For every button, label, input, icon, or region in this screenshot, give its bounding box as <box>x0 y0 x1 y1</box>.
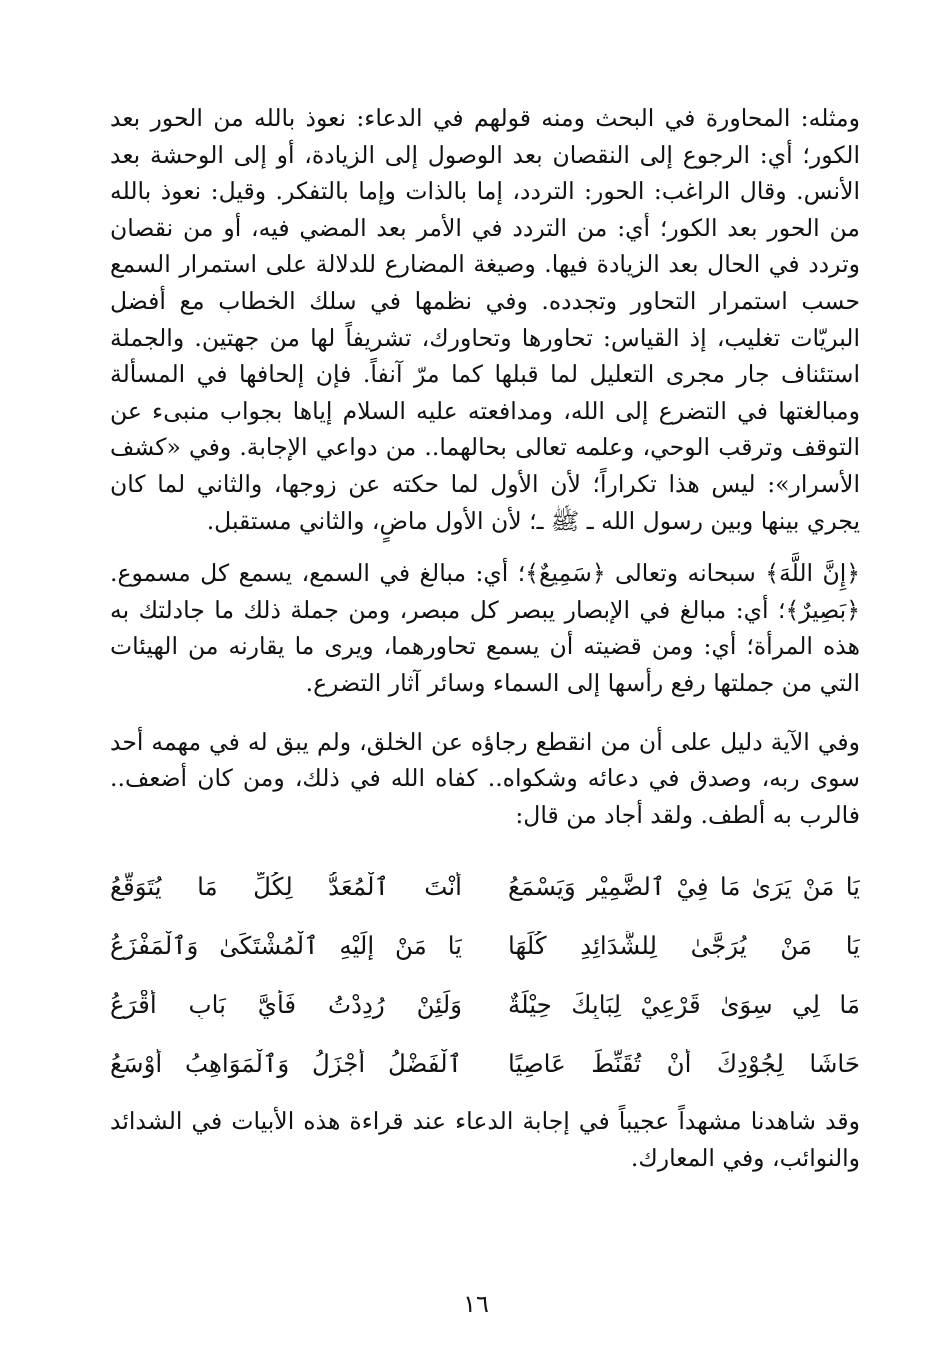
page-body <box>110 100 860 1176</box>
poem-verse <box>110 975 860 1034</box>
poem-verse <box>110 916 860 975</box>
poem-hemistich-second: ٱلْفَضْلُ أَجْزَلُ وَٱلْمَوَاهِبُ أَوْسَعُ <box>110 1049 462 1079</box>
poem-hemistich-first: يَا مَنْ يُرَجَّىٰ لِلشَّدَائِدِ كُلِّهَا <box>508 931 860 961</box>
poem <box>110 857 860 1093</box>
poem-hemistich-first: مَا لِي سِوَىٰ قَرْعِيْ لِبَابِكَ حِيْلَةٌ <box>508 990 860 1020</box>
paragraph-commentary: ومثله: المحاورة في البحث ومنه قولهم في الدعاء: نعوذ بالله من الحور بعد الكور؛ أي: الرجوع إلى النقصان بعد الوصول إلى الزيادة، أو إلى الوحشة بعد الأنس. وقال الراغب: الحور: التردد، إما بالذات وإما بالتفكر. وقيل: نعوذ بالله من الحور بعد الكور؛ أي: من التردد في الأمر بعد المضي فيه، أو من نقصان وتردد في الحال بعد الزيادة فيها. وصيغة المضارع للدلالة على استمرار السمع حسب استمرار التحاور وتجدده. وفي نظمها في سلك الخطاب مع أفضل البريّات تغليب، إذ القياس: تحاورها وتحاورك، تشريفاً لها من جهتين. والجملة استئناف جار مجرى التعليل لما قبلها كما مرّ آنفاً. فإن إلحافها في المسألة ومبالغتها في التضرع إلى الله، ومدافعته عليه السلام إياها بجواب منبىء عن التوقف وترقب الوحي، وعلمه تعالى بحالهما.. من دواعي الإجابة. وفي «كشف الأسرار»: ليس هذا تكراراً؛ لأن الأول لما حكته عن زوجها، والثاني لما كان يجري بينها وبين رسول الله ـ ﷺ ـ؛ لأن الأول ماضٍ، والثاني مستقبل. <box>110 104 860 535</box>
poem-hemistich-second: أَنْتَ ٱلْمُعَدُّ لِكُلِّ مَا يُتَوَقَّعُ <box>110 872 462 902</box>
page-number: ١٦ <box>463 1290 489 1318</box>
paragraph-verse-explanation: ﴿إِنَّ اللَّهَ﴾ سبحانه وتعالى ﴿سَمِيعٌ﴾؛ أي: مبالغ في السمع، يسمع كل مسموع. ﴿بَصِيرٌ﴾؛ أي: مبالغ في الإبصار يبصر كل مبصر، ومن جملة ذلك ما جادلتك به هذه المرأة؛ أي: ومن قضيته أن يسمع تحاورهما، ويرى ما يقارنه من الهيئات التي من جملتها رفع رأسها إلى السماء وسائر آثار التضرع. <box>110 559 860 697</box>
paragraph-lesson: وفي الآية دليل على أن من انقطع رجاؤه عن الخلق، ولم يبق له في مهمه أحد سوى ربه، وصدق في دعائه وشكواه.. كفاه الله في ذلك، ومن كان أضعف.. فالرب به ألطف. ولقد أجاد من قال: <box>110 727 860 829</box>
poem-hemistich-second: يَا مَنْ إِلَيْهِ ٱلْمُشْتَكَىٰ وَٱلْمَفْزَعُ <box>110 931 462 961</box>
paragraph-closing: وقد شاهدنا مشهداً عجيباً في إجابة الدعاء عند قراءة هذه الأبيات في الشدائد والنوائب، وفي المعارك. <box>110 1107 860 1172</box>
poem-hemistich-second: وَلَئِنْ رُدِدْتُ فَأَيَّ بَابٍ أَقْرَعُ <box>110 990 462 1020</box>
poem-verse <box>110 857 860 916</box>
poem-verse <box>110 1034 860 1093</box>
poem-hemistich-first: يَا مَنْ يَرَىٰ مَا فِيْ ٱلضَّمِيْرِ وَيَسْمَعُ <box>508 872 860 902</box>
poem-hemistich-first: حَاشَا لِجُوْدِكَ أَنْ تُقَنِّطَ عَاصِيًا <box>508 1049 860 1079</box>
